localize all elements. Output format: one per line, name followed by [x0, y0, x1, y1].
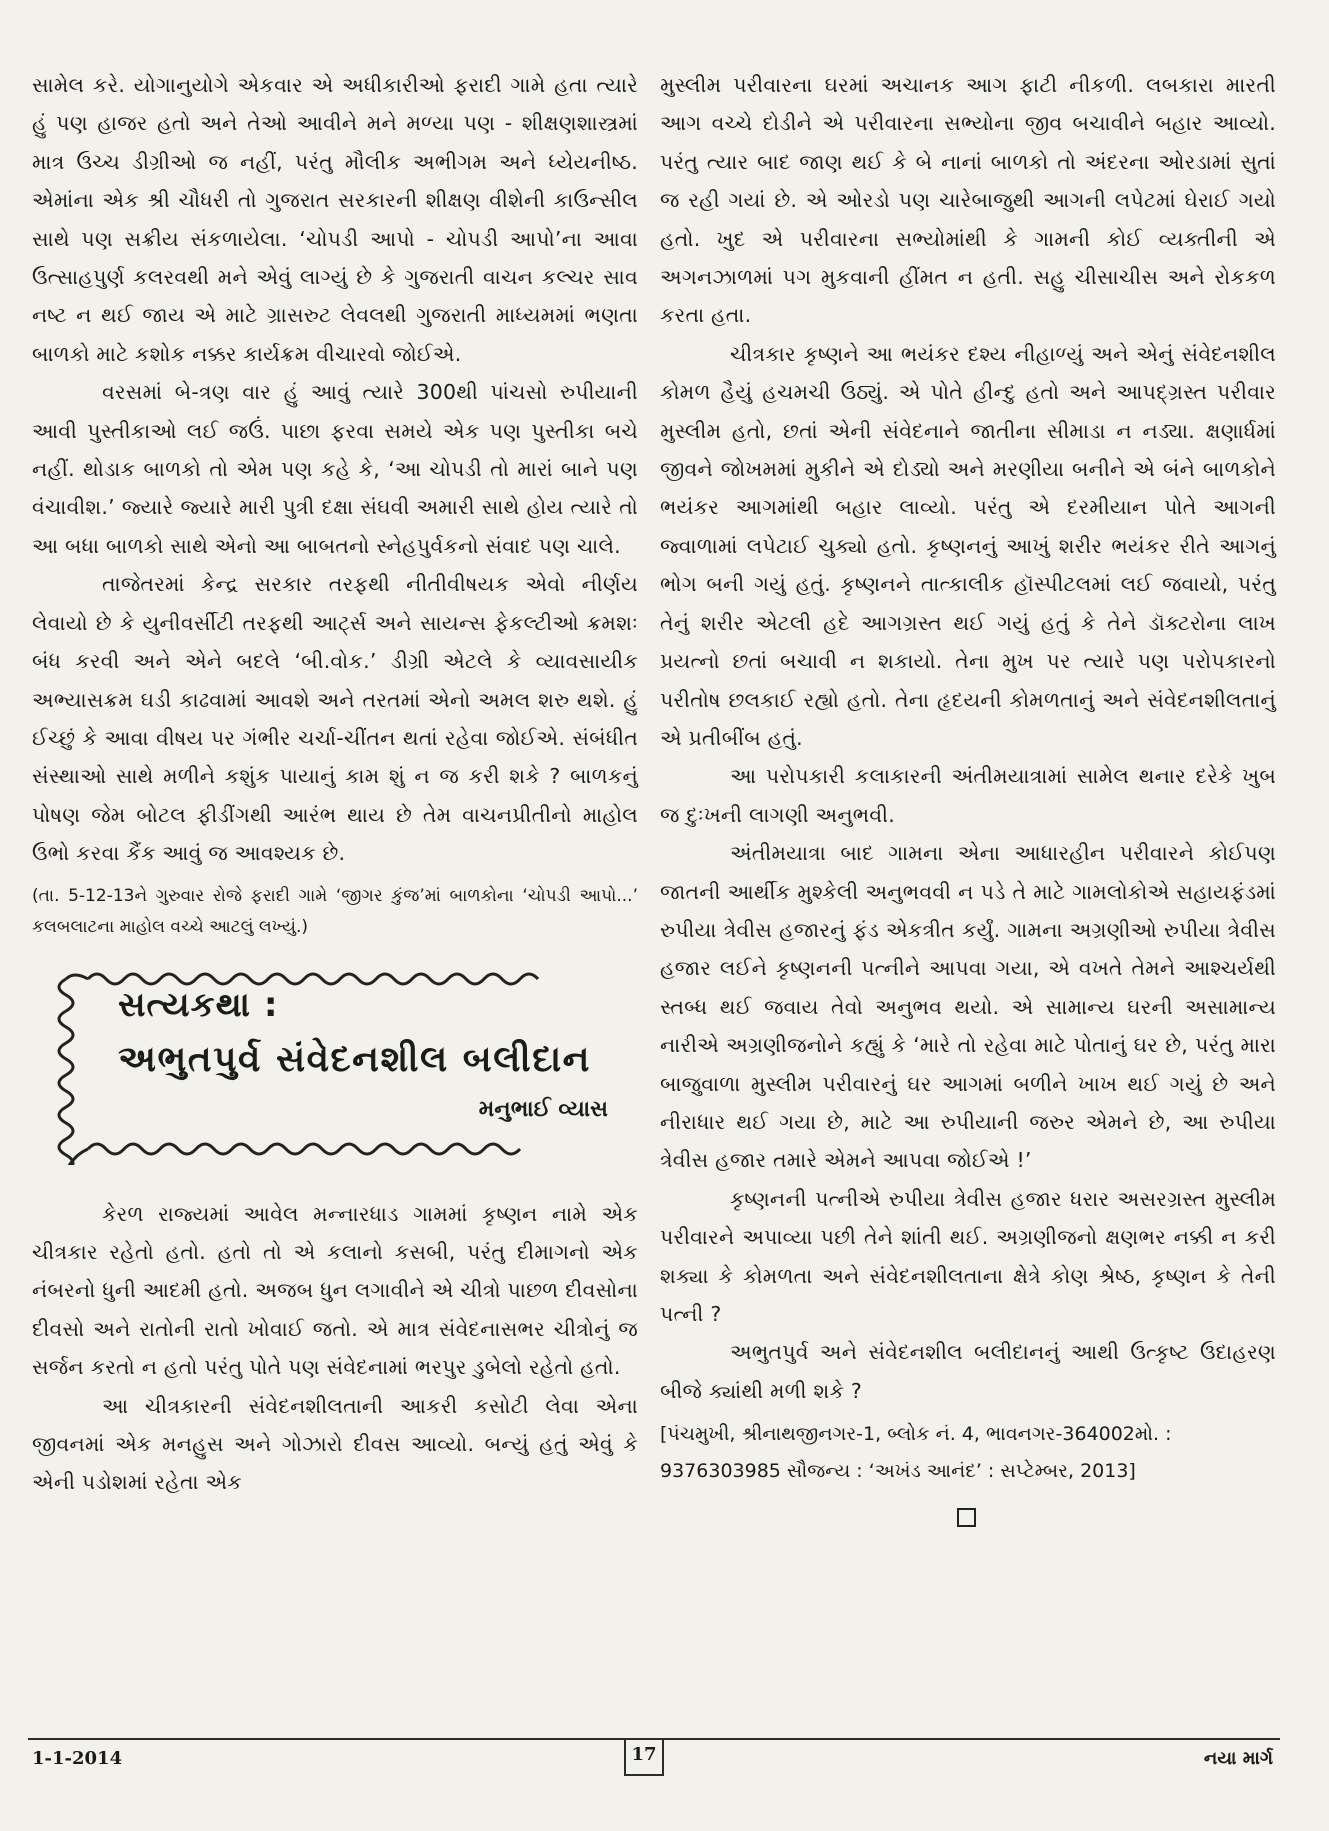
article-paragraph: કૃષ્ણનની પત્નીએ રુપીયા ત્રેવીસ હજાર ધરાર અસરગ્રસ્ત મુસ્લીમ પરીવારને અપાવ્યા પછી તેને શાંતી થઈ. અગ્રણીજનો ક્ષણભર નક્કી ન કરી શક્યા કે કોમળતા અને સંવેદનશીલતાના ક્ષેત્રે કોણ શ્રેષ્ઠ, કૃષ્ણન કે તેની પત્ની ? — [660, 1186, 1276, 1326]
section-label: સત્યકથા : — [118, 984, 279, 1025]
end-square-icon — [957, 1508, 976, 1527]
article-paragraph: મુસ્લીમ પરીવારના ઘરમાં અચાનક આગ ફાટી નીકળી. લબકારા મારતી આગ વચ્ચે દોડીને એ પરીવારના સભ્યોના જીવ બચાવીને બહાર આવ્યો. પરંતુ ત્યાર બાદ જાણ થઈ કે બે નાનાં બાળકો તો અંદરના ઓરડામાં સુતાં જ રહી ગયાં છે. એ ઓરડો પણ ચારેબાજુથી આગની લપેટમાં ઘેરાઈ ગયો હતો. ખુદ એ પરીવારના સભ્યોમાંથી કે ગામની કોઈ વ્યક્તીની એ અગનઝાળમાં પગ મુકવાની હીંમત ન હતી. સહુ ચીસાચીસ અને રોકકળ કરતા હતા. — [660, 73, 1276, 328]
source-citation: [પંચમુખી, શ્રીનાથજીનગર-1, બ્લોક નં. 4, ભાવનગર-364002મો. : 9376303985 સૌજન્ય : ‘અખંડ આનંદ’ : સપ્ટેમ્બર, 2013] — [660, 1423, 1172, 1483]
page-number: 17 — [624, 1738, 664, 1776]
story-title: અભુતપુર્વ સંવેદનશીલ બલીદાન — [118, 1038, 591, 1080]
article-paragraph: તાજેતરમાં કેન્દ્ર સરકાર તરફથી નીતીવીષયક એવો નીર્ણય લેવાયો છે કે યુનીવર્સીટી તરફથી આર્ટ્સ અને સાયન્સ ફેકલ્ટીઓ ક્રમશઃ બંધ કરવી અને એને બદલે ‘બી.વોક.’ ડીગ્રી એટલે કે વ્યાવસાયીક અભ્યાસક્રમ ઘડી કાઢવામાં આવશે અને તરતમાં એનો અમલ શરુ થશે. હું ઈચ્છું કે આવા વીષય પર ગંભીર ચર્ચા-ચીંતન થતાં રહેવા જોઈએ. સંબંધીત સંસ્થાઓ સાથે મળીને કશુંક પાયાનું કામ શું ન જ કરી શકે ? બાળકનું પોષણ જેમ બોટલ ફીડીંગથી આરંભ થાય છે તેમ વાચનપ્રીતીનો માહોલ ઉભો કરવા કૈંક આવું જ આવશ્યક છે. — [32, 572, 638, 866]
article-paragraph: આ પરોપકારી કલાકારની અંતીમયાત્રામાં સામેલ થનાર દરેકે ખુબ જ દુઃખની લાગણી અનુભવી. — [660, 764, 1276, 827]
right-column — [660, 66, 1276, 1527]
article-paragraph: ચીત્રકાર કૃષ્ણને આ ભયંકર દશ્ય નીહાળ્યું અને એનું સંવેદનશીલ કોમળ હૈયું હચમચી ઉઠ્યું. એ પોતે હીન્દુ હતો અને આપદ્ગ્રસ્ત પરીવાર મુસ્લીમ હતો, છતાં એની સંવેદનાને જાતીના સીમાડા ન નડ્યા. ક્ષણાર્ધમાં જીવને જોખમમાં મુકીને એ દોડ્યો અને મરણીયા બનીને એ બંને બાળકોને ભયંકર આગમાંથી બહાર લાવ્યો. પરંતુ એ દરમીયાન પોતે આગની જ્વાળામાં લપેટાઈ ચુક્યો હતો. કૃષ્ણનનું આખું શરીર ભયંકર રીતે આગનું ભોગ બની ગયું હતું. કૃષ્ણનને તાત્કાલીક હૉસ્પીટલમાં લઈ જવાયો, પરંતુ તેનું શરીર એટલી હદે આગગ્રસ્ત થઈ ગયું હતું કે તેને ડૉક્ટરોના લાખ પ્રયત્નો છતાં બચાવી ન શકાયો. તેના મુખ પર ત્યારે પણ પરોપકારનો પરીતોષ છલકાઈ રહ્યો હતો. તેના હૃદયની કોમળતાનું અને સંવેદનશીલતાનું એ પ્રતીબીંબ હતું. — [660, 341, 1276, 750]
article-paragraph: આ ચીત્રકારની સંવેદનશીલતાની આકરી કસોટી લેવા એના જીવનમાં એક મનહુસ અને ગોઝારો દીવસ આવ્યો. બન્યું હતું એવું કે એની પડોશમાં રહેતા એક — [32, 1393, 638, 1495]
magazine-name: નયા માર્ગ — [1203, 1748, 1273, 1769]
story-title-box — [32, 959, 638, 1165]
footer-date: 1-1-2014 — [32, 1748, 123, 1769]
article-footnote: (તા. 5-12-13ને ગુરુવાર રોજે ફરાદી ગામે ‘જીગર કુંજ’માં બાળકોના ‘ચોપડી આપો...’ કલબલાટના માહોલ વચ્ચે આટલું લખ્યું.) — [32, 885, 638, 937]
article-paragraph: અંતીમયાત્રા બાદ ગામના એના આધારહીન પરીવારને કોઈપણ જાતની આર્થીક મુશ્કેલી અનુભવવી ન પડે તે માટે ગામલોકોએ સહાયફંડમાં રુપીયા ત્રેવીસ હજારનું ફંડ એકત્રીત કર્યું. ગામના અગ્રણીઓ રુપીયા ત્રેવીસ હજાર લઈને કૃષ્ણનની પત્નીને આપવા ગયા, એ વખતે તેમને આશ્ચર્યથી સ્તબ્ધ થઈ જવાય તેવો અનુભવ થયો. એ સામાન્ય ઘરની અસામાન્ય નારીએ અગ્રણીજનોને કહ્યું કે ‘મારે તો રહેવા માટે પોતાનું ઘર છે, પરંતુ મારા બાજુવાળા મુસ્લીમ પરીવારનું ઘર આગમાં બળીને ખાખ થઈ ગયું છે અને નીરાધાર થઈ ગયા છે, માટે આ રુપીયાની જરુર એમને છે, આ રુપીયા ત્રેવીસ હજાર તમારે એમને આપવા જોઈએ !’ — [660, 841, 1276, 1173]
article-paragraph: કેરળ રાજ્યમાં આવેલ મન્નારધાડ ગામમાં કૃષ્ણન નામે એક ચીત્રકાર રહેતો હતો. હતો તો એ કલાનો કસબી, પરંતુ દીમાગનો એક નંબરનો ધુની આદમી હતો. અજબ ધુન લગાવીને એ ચીત્રો પાછળ દીવસોના દીવસો અને રાતોની રાતો ખોવાઈ જતો. એ માત્ર સંવેદનાસભર ચીત્રોનું જ સર્જન કરતો ન હતો પરંતુ પોતે પણ સંવેદનામાં ભરપુર ડુબેલો રહેતો હતો. — [32, 1201, 638, 1380]
left-column — [32, 66, 638, 1502]
article-paragraph: વરસમાં બે-ત્રણ વાર હું આવું ત્યારે 300થી પાંચસો રુપીયાની આવી પુસ્તીકાઓ લઈ જઉં. પાછા ફરવા સમયે એક પણ પુસ્તીકા બચે નહીં. થોડાક બાળકો તો એમ પણ કહે કે, ‘આ ચોપડી તો મારાં બાને પણ વંચાવીશ.’ જ્યારે જ્યારે મારી પુત્રી દક્ષા સંઘવી અમારી સાથે હોય ત્યારે તો આ બધા બાળકો સાથે એનો આ બાબતનો સ્નેહપુર્વકનો સંવાદ પણ ચાલે. — [32, 380, 638, 558]
article-paragraph: સામેલ કરે. યોગાનુયોગે એકવાર એ અધીકારીઓ ફરાદી ગામે હતા ત્યારે હું પણ હાજર હતો અને તેઓ આવીને મને મળ્યા પણ - શીક્ષણશાસ્ત્રમાં માત્ર ઉચ્ચ ડીગ્રીઓ જ નહીં, પરંતુ મૌલીક અભીગમ અને ધ્યેયનીષ્ઠ. એમાંના એક શ્રી ચૌધરી તો ગુજરાત સરકારની શીક્ષણ વીશેની કાઉન્સીલ સાથે પણ સક્રીય સંકળાયેલા. ‘ચોપડી આપો - ચોપડી આપો’ના આવા ઉત્સાહપુર્ણ કલરવથી મને એવું લાગ્યું છે કે ગુજરાતી વાચન કલ્ચર સાવ નષ્ટ ન થઈ જાય એ માટે ગ્રાસરુટ લેવલથી ગુજરાતી માધ્યમમાં ભણતા બાળકો માટે કશોક નક્કર કાર્યક્રમ વીચારવો જોઈએ. — [32, 73, 638, 366]
article-paragraph: અભુતપુર્વ અને સંવેદનશીલ બલીદાનનું આથી ઉત્કૃષ્ટ ઉદાહરણ બીજે ક્યાંથી મળી શકે ? — [660, 1340, 1276, 1403]
story-author: મનુભાઈ વ્યાસ — [478, 1096, 608, 1122]
